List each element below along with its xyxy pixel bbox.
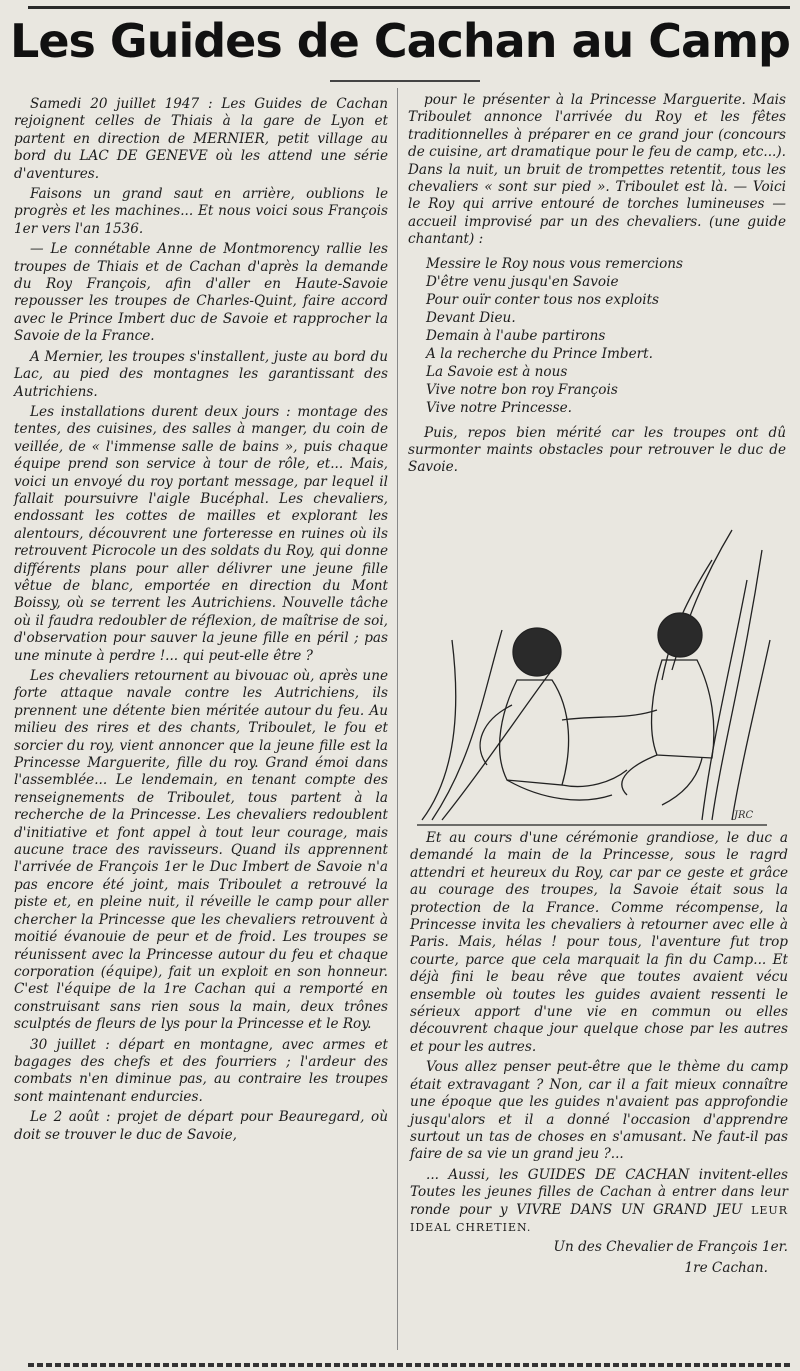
paragraph: Puis, repos bien mérité car les troupes ont dû surmonter maints obstacles pour retrouver le duc de Savoie. [408, 424, 786, 476]
paragraph: Le 2 août : projet de départ pour Beauregard, où doit se trouver le duc de Savoie, [14, 1109, 388, 1143]
paragraph: Et au cours d'une cérémonie grandiose, le duc a demandé la main de la Princesse, sous le ragrd attendri et heureux du Roy, car par ce geste et grâce au courage des troupes, la Savoie était sous la protection de la France. Comme récompense, la Princesse invita les chevaliers à retourner avec elle à Paris. Mais, hélas ! pour tous, l'aventure fut trop courte, parce que cela marquait la fin du Camp... Et déjà fini le beau rêve que toutes avaient vécu ensemble où toutes les guides avaient ressenti le sérieux apport d'une vie en commun ou elles découvrent chaque jour quelque chose par les autres et pour les autres. [410, 830, 788, 1055]
song-verse [426, 255, 786, 417]
paragraph: Samedi 20 juillet 1947 : Les Guides de Cachan rejoignent celles de Thiais à la gare de Lyon et partent en direction de MERNIER, petit village au bord du LAC DE GENEVE où les attend une série d'aventures. [14, 96, 388, 182]
paragraph [410, 1167, 788, 1237]
paragraph: pour le présenter à la Princesse Marguerite. Mais Triboulet annonce l'arrivée du Roy et les fêtes traditionnelles à préparer en ce grand jour (concours de cuisine, art dramatique pour le feu de camp, etc...). Dans la nuit, un bruit de trompettes retentit, tous les chevaliers « sont sur pied ». Triboulet est là. — Voici le Roy qui arrive entouré de torches lumineuses — accueil improvisé par un des chevaliers. (une guide chantant) : [408, 92, 786, 248]
right-column-bottom [410, 830, 788, 1280]
signature: Un des Chevalier de François 1er. [553, 1239, 788, 1256]
paragraph: Les chevaliers retournent au bivouac où, après une forte attaque navale contre les Autrichiens, ils prennent une détente bien méritée autour du feu. Au milieu des rires et des chants, Triboulet, le fou et sorcier du roy, vient annoncer que la jeune fille est la Princesse Marguerite, fille du roy. Grand émoi dans l'assemblée... Le lendemain, en tenant compte des renseignements de Triboulet, tous partent à la recherche de la Princesse. Les chevaliers redoublent d'initiative et font appel à tout leur courage, mais aucune trace des ravisseurs. Quand ils apprennent l'arrivée de François 1er le Duc Imbert de Savoie n'a pas encore été joint, mais Triboulet a retrouvé la piste et, en pleine nuit, il réveille le camp pour aller chercher la Princesse que les chevaliers retrouvent à moitié évanouie de peur et de froid. Les troupes se réunissent avec la Princesse autour du feu et chaque corporation (équipe), fait un exploit en son honneur. C'est l'équipe de la 1re Cachan qui a remporté en construisant sans rien sous la main, deux trônes sculptés de fleurs de lys pour la Princesse et le Roy. [14, 668, 388, 1033]
paragraph: Les installations durent deux jours : montage des tentes, des cuisines, des salles à manger, du coin de veillée, de « l'immense salle de bains », puis chaque équipe prend son service à tour de rôle, et... Mais, voici un envoyé du roy portant message, par lequel il fallait poursuivre l'aigle Bucéphal. Les chevaliers, endossant les cottes de mailles et explorant les alentours, découvrent une forteresse en ruines où ils retrouvent Picrocole un des soldats du Roy, qui donne différents plans pour aller délivrer une jeune fille vêtue de blanc, emportée en direction du Mont Boissy, où se terrent les Autrichiens. Nouvelle tâche où il faudra redoubler de réflexion, de maîtrise de soi, d'observation pour sauver la jeune fille en péril ; pas une minute à perdre !... qui peut-elle être ? [14, 403, 388, 664]
headline-underline [330, 80, 480, 82]
song-line: Vive notre bon roy François [426, 381, 618, 398]
song-line: Vive notre Princesse. [426, 399, 572, 416]
paragraph: A Mernier, les troupes s'installent, juste au bord du Lac, au pied des montagnes les garantissant des Autrichiens. [14, 348, 388, 400]
paragraph: — Le connétable Anne de Montmorency rallie les troupes de Thiais et de Cachan d'après la demande du Roy François, afin d'aller en Haute-Savoie repousser les troupes de Charles-Quint, faire accord avec le Prince Imbert duc de Savoie et rapprocher la Savoie de la France. [14, 241, 388, 345]
song-line: Pour ouïr conter tous nos exploits [426, 291, 660, 308]
song-line: A la recherche du Prince Imbert. [426, 345, 653, 362]
song-line: Devant Dieu. [426, 309, 516, 326]
song-line: D'être venu jusqu'en Savoie [426, 273, 619, 290]
closing-caps: LEUR IDEAL CHRETIEN. [410, 1203, 788, 1234]
illustration-two-guides [412, 520, 772, 830]
paragraph: Faisons un grand saut en arrière, oublions le progrès et les machines... Et nous voici sous François 1er vers l'an 1536. [14, 186, 388, 237]
top-rule [28, 6, 790, 9]
left-column [14, 96, 388, 1147]
song-line: Messire le Roy nous vous remercions [426, 255, 684, 272]
right-column-top [408, 92, 786, 480]
song-line: Demain à l'aube partirons [426, 327, 606, 344]
closing-text: ... Aussi, les GUIDES DE CACHAN invitent-elles Toutes les jeunes filles de Cachan à entrer dans leur ronde pour y VIVRE DANS UN GRAND JEU [410, 1166, 788, 1218]
paragraph: Vous allez penser peut-être que le thème du camp était extravagant ? Non, car il a fait mieux connaître une époque que les guides n'avaient pas approfondie jusqu'alors et il a donné l'occasion d'apprendre surtout un tas de choses en s'amusant. Ne faut-il pas faire de sa vie un grand jeu ?... [410, 1059, 788, 1163]
signature-unit: 1re Cachan. [684, 1259, 768, 1276]
paragraph: 30 juillet : départ en montagne, avec armes et bagages des chefs et des fourriers ; l'ardeur des combats n'en diminue pas, au contraire les troupes sont maintenant endurcies. [14, 1036, 388, 1105]
bottom-rule [28, 1363, 790, 1367]
column-divider [397, 88, 398, 1350]
headline: Les Guides de Cachan au Camp [10, 14, 790, 68]
song-line: La Savoie est à nous [426, 363, 568, 380]
artist-mark: JRC [734, 810, 754, 821]
